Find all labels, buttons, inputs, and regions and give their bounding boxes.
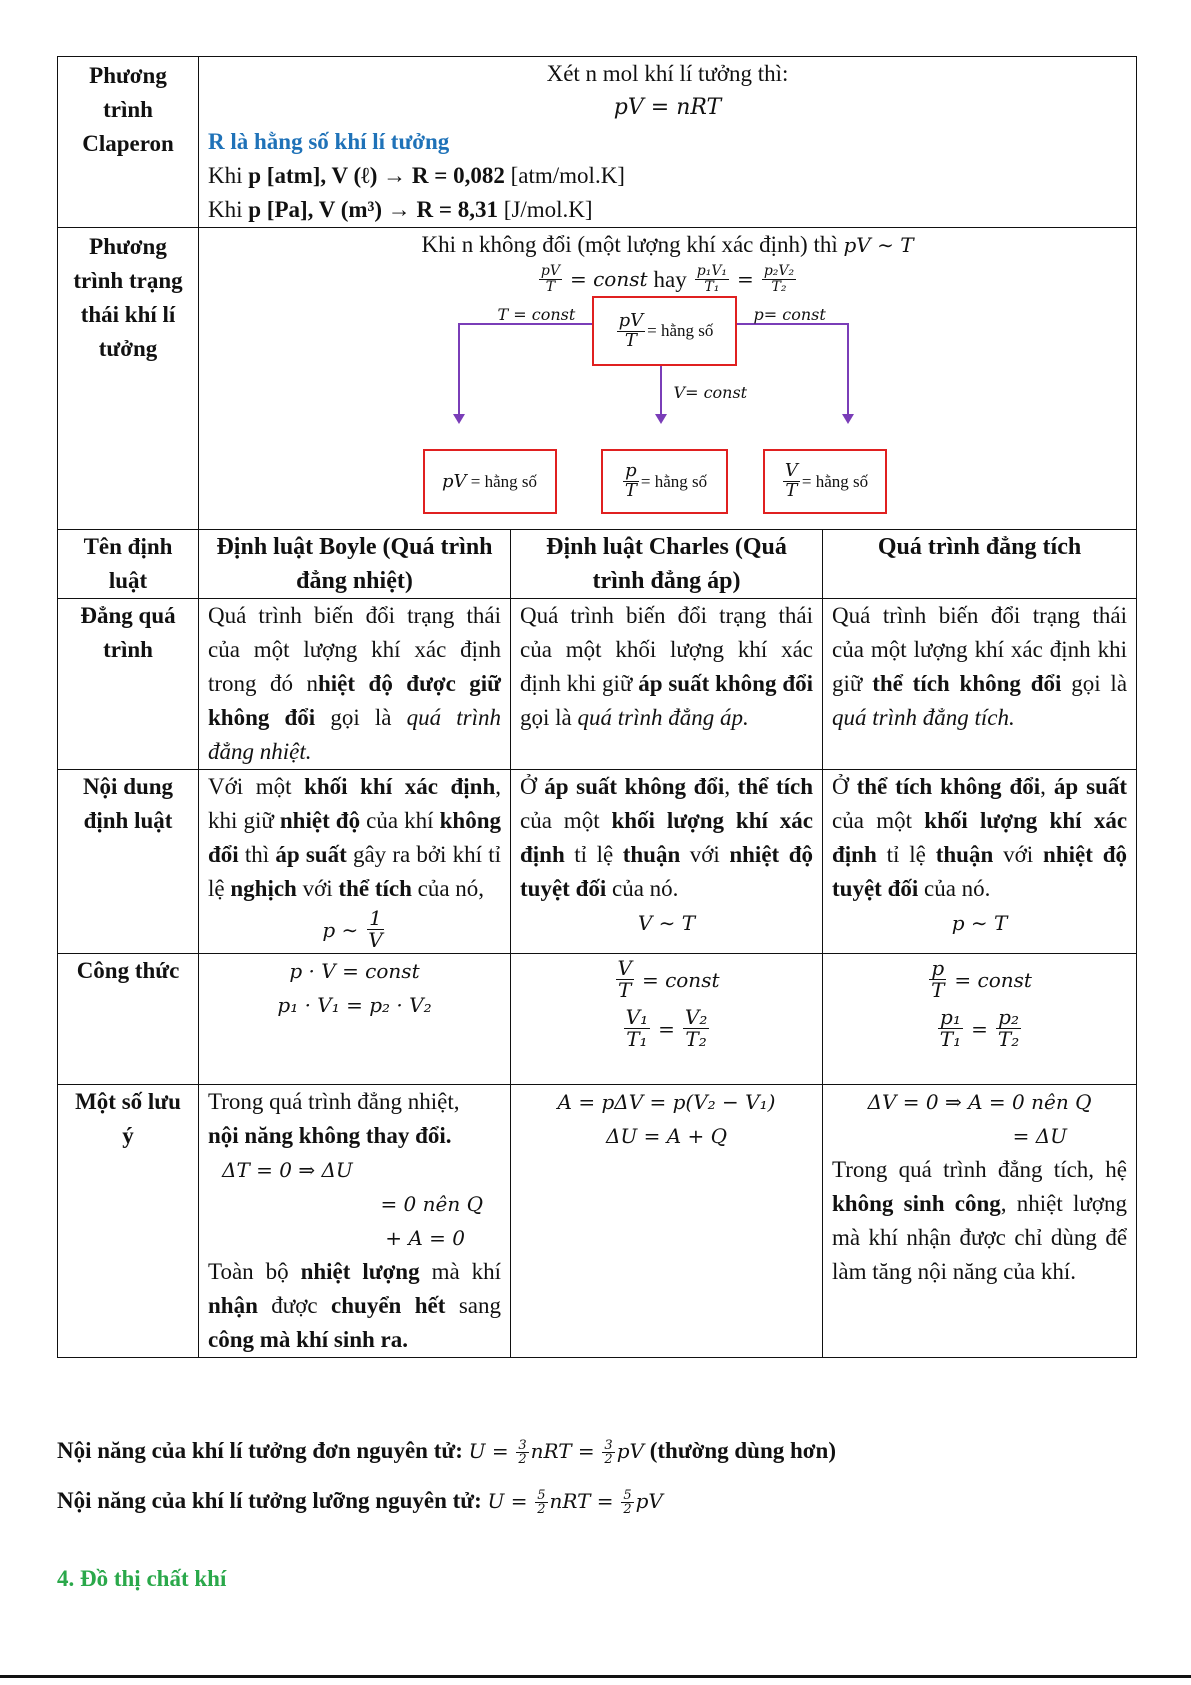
definition-charles: Quá trình biến đổi trạng thái của một khối lượng khí xác định khi giữ áp suất không đổi gọi là quá trình đẳng áp.	[511, 599, 823, 770]
gas-laws-table	[57, 56, 1137, 1358]
claperon-content	[199, 57, 1137, 228]
claperon-label: Phương trình Claperon	[58, 57, 199, 228]
header-boyle: Định luật Boyle (Quá trình đẳng nhiệt)	[199, 530, 511, 599]
content-row	[58, 770, 1137, 954]
definition-label: Đẳng quá trình	[58, 599, 199, 770]
boyle-proportion: p ∼ $\frac{1}{V}$	[322, 906, 383, 953]
formula-isochoric: $\frac{p}{T}$ = const $\frac{\text{p₁}}{\text{T₁}}$ = $\frac{\text{p₂}}{\text{T₂}}$	[823, 954, 1137, 1085]
content-charles: Ở áp suất không đổi, thể tích của một khối lượng khí xác định tỉ lệ thuận với nhiệt độ tuyệt đối của nó. V ∼ T	[511, 770, 823, 954]
state-intro: Khi n không đổi (một lượng khí xác định) thì pV ∼ T	[421, 232, 914, 257]
monoatomic-energy: Nội năng của khí lí tưởng đơn nguyên tử: U = $\frac{3}{2}$ nRT = $\frac{3}{2}$ pV (thường dùng hơn)	[57, 1437, 836, 1468]
box-v-over-t: $\frac{V}{T}$ = hằng số	[763, 449, 887, 514]
header-law-name: Tên định luật	[58, 530, 199, 599]
charles-proportion: V ∼ T	[637, 911, 696, 936]
section-heading: 4. Đồ thị chất khí	[57, 1566, 227, 1591]
notes-charles: A = pΔV = p(V₂ − V₁) ΔU = A + Q	[511, 1085, 823, 1358]
law-header-row	[58, 530, 1137, 599]
claperon-equation: pV = nRT	[613, 95, 722, 120]
r-value-pa: Khi p [Pa], V (m³) → R = 8,31 [J/mol.K]	[208, 197, 593, 222]
label-t-const: T = const	[497, 305, 576, 325]
page-bottom-rule	[0, 1675, 1191, 1678]
formula-boyle: p · V = const p₁ · V₁ = p₂ · V₂	[199, 954, 511, 1085]
state-equation-row	[58, 228, 1137, 530]
content-boyle: Với một khối khí xác định, khi giữ nhiệt độ của khí không đổi thì áp suất gây ra bởi khí tỉ lệ nghịch với thể tích của nó, p ∼ $\frac{1}{V}$	[199, 770, 511, 954]
definition-boyle: Quá trình biến đổi trạng thái của một lượng khí xác định trong đó nhiệt độ được giữ không đổi gọi là quá trình đẳng nhiệt.	[199, 599, 511, 770]
definition-isochoric: Quá trình biến đổi trạng thái của một lượng khí xác định khi giữ thể tích không đổi gọi là quá trình đẳng tích.	[823, 599, 1137, 770]
formula-charles: $\frac{V}{T}$ = const $\frac{\text{V₁}}{\text{T₁}}$ = $\frac{\text{V₂}}{\text{T₂}}$	[511, 954, 823, 1085]
box-pv: pV = hằng số	[423, 449, 557, 514]
claperon-intro: Xét n mol khí lí tưởng thì:	[546, 61, 789, 86]
definition-row	[58, 599, 1137, 770]
formula-row	[58, 954, 1137, 1085]
label-v-const: V= const	[673, 383, 748, 403]
diatomic-energy: Nội năng của khí lí tưởng lưỡng nguyên tử: U = $\frac{5}{2}$ nRT = $\frac{5}{2}$ pV	[57, 1487, 663, 1518]
notes-label: Một số lưu ý	[58, 1085, 199, 1358]
r-value-atm: Khi p [atm], V (ℓ) → R = 0,082 [atm/mol.K]	[208, 163, 625, 188]
claperon-row	[58, 57, 1137, 228]
header-isochoric: Quá trình đẳng tích	[823, 530, 1137, 599]
content-isochoric: Ở thể tích không đổi, áp suất của một khối lượng khí xác định tỉ lệ thuận với nhiệt độ tuyệt đối của nó. p ∼ T	[823, 770, 1137, 954]
isochoric-proportion: p ∼ T	[951, 911, 1008, 936]
state-equation-content	[199, 228, 1137, 530]
formula-label: Công thức	[58, 954, 199, 1085]
notes-boyle: Trong quá trình đẳng nhiệt, nội năng không thay đổi. ΔT = 0 ⇒ ΔU = 0 nên Q + A = 0 Toàn bộ nhiệt lượng mà khí nhận được chuyển hết sang công mà khí sinh ra.	[199, 1085, 511, 1358]
state-formula: $\frac{pV}{T}$ = const hay $\frac{\text{p₁V₁}}{\text{T₁}}$ = $\frac{\text{p₂V₂}}{\text{T₂}}$	[540, 263, 795, 295]
notes-row	[58, 1085, 1137, 1358]
label-p-const: p= const	[753, 305, 826, 325]
state-diagram	[228, 294, 1108, 529]
notes-isochoric: ΔV = 0 ⇒ A = 0 nên Q = ΔU Trong quá trình đẳng tích, hệ không sinh công, nhiệt lượng mà khí nhận được chỉ dùng để làm tăng nội năng của khí.	[823, 1085, 1137, 1358]
header-charles: Định luật Charles (Quá trình đẳng áp)	[511, 530, 823, 599]
box-pv-over-t: $\frac{pV}{T}$ = hằng số	[592, 296, 737, 366]
state-equation-label: Phương trình trạng thái khí lí tưởng	[58, 228, 199, 530]
content-label: Nội dung định luật	[58, 770, 199, 954]
r-constant-title: R là hằng số khí lí tưởng	[208, 129, 450, 154]
box-p-over-t: $\frac{p}{T}$ = hằng số	[601, 449, 728, 514]
